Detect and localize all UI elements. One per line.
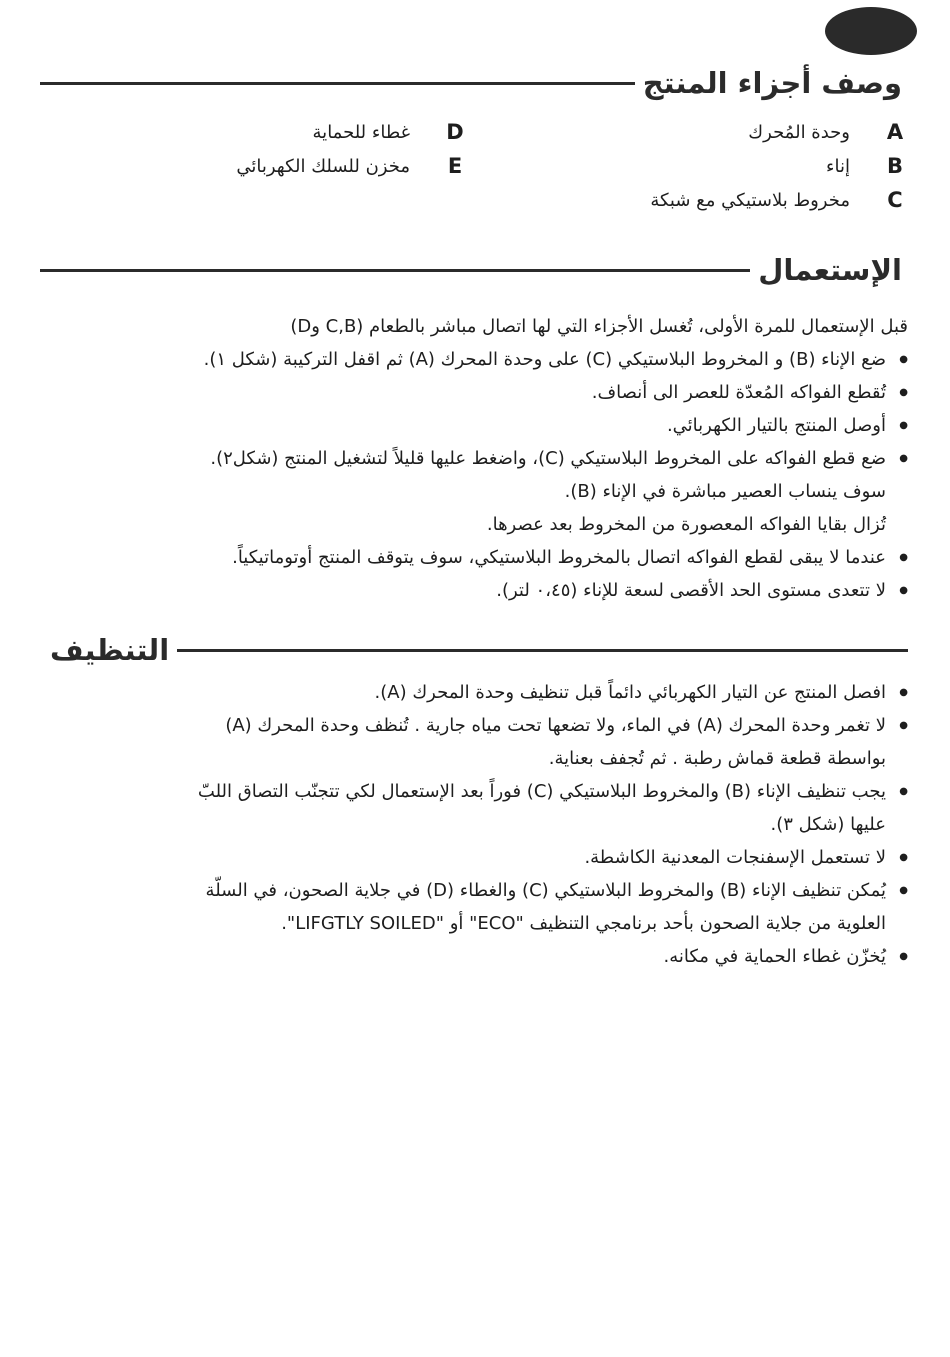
cleaning-step: ● لا تغمر وحدة المحرك (A) في الماء، ولا تضعها تحت مياه جارية . تُنظف وحدة المحرك (A) bbox=[45, 709, 908, 742]
usage-content bbox=[45, 310, 908, 607]
usage-step: ● تُقطع الفواكه المُعدّة للعصر الى أنصاف. bbox=[45, 376, 908, 409]
cleaning-step: ● لا تستعمل الإسفنجات المعدنية الكاشطة. bbox=[45, 841, 908, 874]
part-item-e bbox=[236, 149, 470, 183]
usage-section-header bbox=[40, 245, 910, 295]
cleaning-step: ● يُخزّن غطاء الحماية في مكانه. bbox=[45, 940, 908, 973]
part-label: مخروط بلاستيكي مع شبكة bbox=[650, 189, 850, 211]
part-label: وحدة المُحرك bbox=[748, 121, 850, 143]
part-letter: B bbox=[886, 154, 903, 178]
cleaning-step-continuation: عليها (شكل ٣). bbox=[770, 814, 886, 835]
part-item-c bbox=[650, 183, 910, 217]
cleaning-step: ● يجب تنظيف الإناء (B) والمخروط البلاستيكي (C) فوراً بعد الإستعمال لكي تتجنّب التصاق اللبّ bbox=[45, 775, 908, 808]
part-label: غطاء للحماية bbox=[312, 121, 410, 143]
parts-section-title: وصف أجزاء المنتج bbox=[642, 66, 902, 100]
section-rule bbox=[177, 649, 908, 652]
part-letter: C bbox=[887, 188, 903, 212]
usage-section-title: الإستعمال bbox=[758, 253, 902, 287]
usage-step: ● عندما لا يبقى لقطع الفواكه اتصال بالمخروط البلاستيكي، سوف يتوقف المنتج أوتوماتيكياً. bbox=[45, 541, 908, 574]
section-rule bbox=[40, 82, 635, 85]
usage-step: ● أوصل المنتج بالتيار الكهربائي. bbox=[45, 409, 908, 442]
cleaning-step-continuation: بواسطة قطعة قماش رطبة . ثم تُجفف بعناية. bbox=[548, 748, 886, 769]
part-label: مخزن للسلك الكهربائي bbox=[236, 155, 410, 177]
page-tab-marker bbox=[825, 7, 917, 55]
section-rule bbox=[40, 269, 750, 272]
part-letter: A bbox=[886, 120, 904, 144]
cleaning-step: ● يُمكن تنظيف الإناء (B) والمخروط البلاستيكي (C) والغطاء (D) في جلاية الصحون، في السلّة bbox=[45, 874, 908, 907]
cleaning-section-title: التنظيف bbox=[50, 633, 170, 667]
parts-list bbox=[0, 115, 950, 225]
cleaning-section-header bbox=[42, 625, 908, 675]
cleaning-step: ● افصل المنتج عن التيار الكهربائي دائماً قبل تنظيف وحدة المحرك (A). bbox=[45, 676, 908, 709]
part-item-a bbox=[748, 115, 910, 149]
usage-step: ● لا تتعدى مستوى الحد الأقصى لسعة للإناء (٠،٤٥ لتر). bbox=[45, 574, 908, 607]
part-item-d bbox=[313, 115, 470, 149]
cleaning-step-continuation: العلوية من جلاية الصحون بأحد برنامجي التنظيف "ECO" أو "LIFGTLY SOILED". bbox=[281, 913, 886, 934]
part-label: إناء bbox=[826, 155, 850, 177]
part-letter: D bbox=[446, 120, 464, 144]
usage-step: ● ضع قطع الفواكه على المخروط البلاستيكي (C)، واضغط عليها قليلاً لتشغيل المنتج (شكل٢). bbox=[45, 442, 908, 475]
cleaning-content bbox=[45, 676, 908, 973]
part-item-b bbox=[826, 149, 910, 183]
usage-step: ● ضع الإناء (B) و المخروط البلاستيكي (C) على وحدة المحرك (A) ثم اقفل التركيبة (شكل ١). bbox=[45, 343, 908, 376]
parts-section-header bbox=[40, 58, 910, 108]
usage-intro: قبل الإستعمال للمرة الأولى، تُغسل الأجزاء التي لها اتصال مباشر بالطعام (C,B وD) bbox=[290, 316, 908, 337]
part-letter: E bbox=[447, 154, 463, 178]
usage-step-continuation: تُزال بقايا الفواكه المعصورة من المخروط بعد عصرها. bbox=[486, 514, 886, 535]
usage-step-continuation: سوف ينساب العصير مباشرة في الإناء (B). bbox=[564, 481, 886, 502]
